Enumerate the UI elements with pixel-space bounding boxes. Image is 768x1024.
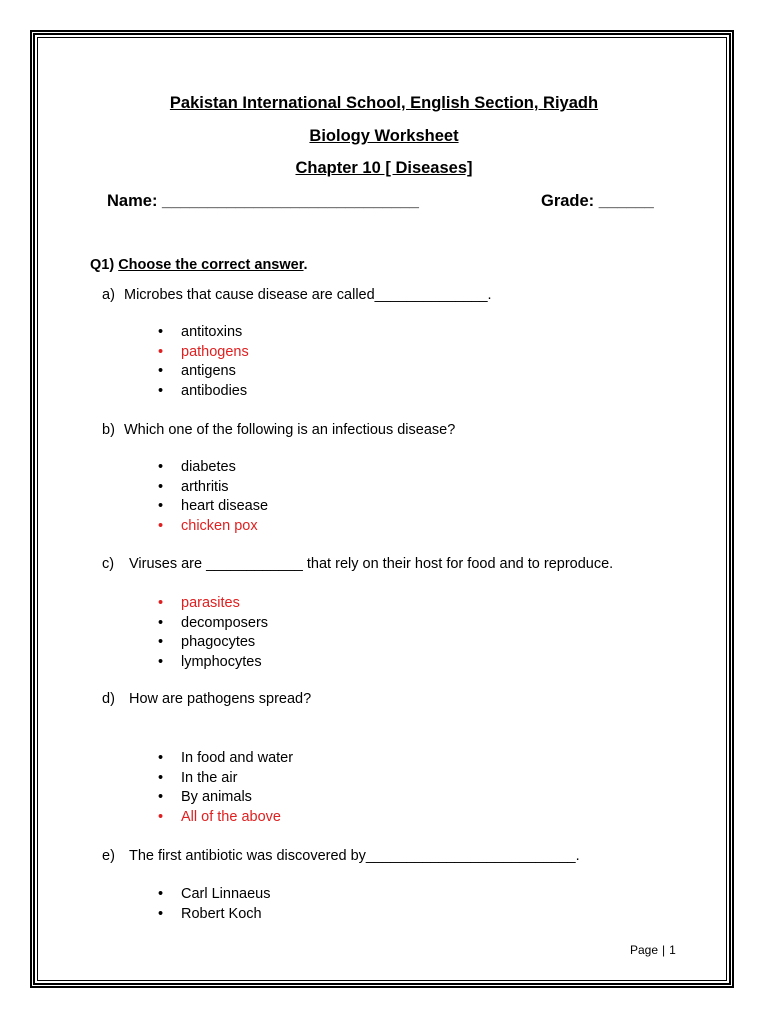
chapter-title: Chapter 10 [ Diseases]	[295, 159, 473, 177]
question-b	[102, 422, 455, 438]
question-d	[102, 691, 311, 707]
options-d	[158, 749, 293, 827]
options-b	[158, 458, 268, 536]
option-item: • antitoxins	[158, 323, 249, 343]
option-item: • decomposers	[158, 614, 268, 634]
question-letter: b)	[102, 422, 115, 438]
school-title: Pakistan International School, English Section, Riyadh	[169, 94, 599, 112]
option-item: • arthritis	[158, 478, 268, 498]
option-item: • phagocytes	[158, 633, 268, 653]
option-item-answer: • All of the above	[158, 808, 293, 828]
question-letter: d)	[102, 691, 115, 707]
worksheet-title: Biology Worksheet	[309, 127, 459, 145]
name-field-label: Name: ____________________________	[107, 192, 419, 210]
option-item: • lymphocytes	[158, 653, 268, 673]
options-e	[158, 885, 270, 924]
option-item: • Robert Koch	[158, 905, 270, 925]
page-label: Page	[630, 943, 659, 957]
option-item: • antigens	[158, 362, 249, 382]
question-text: Microbes that cause disease are called______________.	[124, 287, 492, 303]
footer-separator: |	[662, 943, 666, 957]
option-item-answer: • chicken pox	[158, 517, 268, 537]
q1-number: Q1)	[90, 257, 115, 273]
question-a	[102, 287, 492, 303]
option-item: • Carl Linnaeus	[158, 885, 270, 905]
option-item: • antibodies	[158, 382, 249, 402]
option-item: • heart disease	[158, 497, 268, 517]
question-letter: e)	[102, 848, 115, 864]
options-a	[158, 323, 249, 401]
question-letter: a)	[102, 287, 115, 303]
option-item-answer: • pathogens	[158, 343, 249, 363]
q1-instruction: Choose the correct answer	[118, 257, 304, 273]
option-item: • By animals	[158, 788, 293, 808]
question-e	[102, 848, 580, 864]
page-footer	[630, 943, 676, 957]
option-item: • diabetes	[158, 458, 268, 478]
grade-field-label: Grade: ______	[541, 192, 654, 210]
question-text: Which one of the following is an infectious disease?	[124, 422, 456, 438]
option-item: • In food and water	[158, 749, 293, 769]
question-letter: c)	[102, 556, 115, 572]
question-c	[102, 556, 613, 572]
option-item: • In the air	[158, 769, 293, 789]
question-text: The first antibiotic was discovered by__________________________.	[129, 848, 580, 864]
options-c	[158, 594, 268, 672]
q1-instruction-period: .	[303, 257, 308, 273]
option-item-answer: • parasites	[158, 594, 268, 614]
question-text: Viruses are ____________ that rely on their host for food and to reproduce.	[129, 556, 614, 572]
q1-heading	[90, 257, 308, 273]
question-text: How are pathogens spread?	[129, 691, 312, 707]
page-number: 1	[669, 943, 676, 957]
